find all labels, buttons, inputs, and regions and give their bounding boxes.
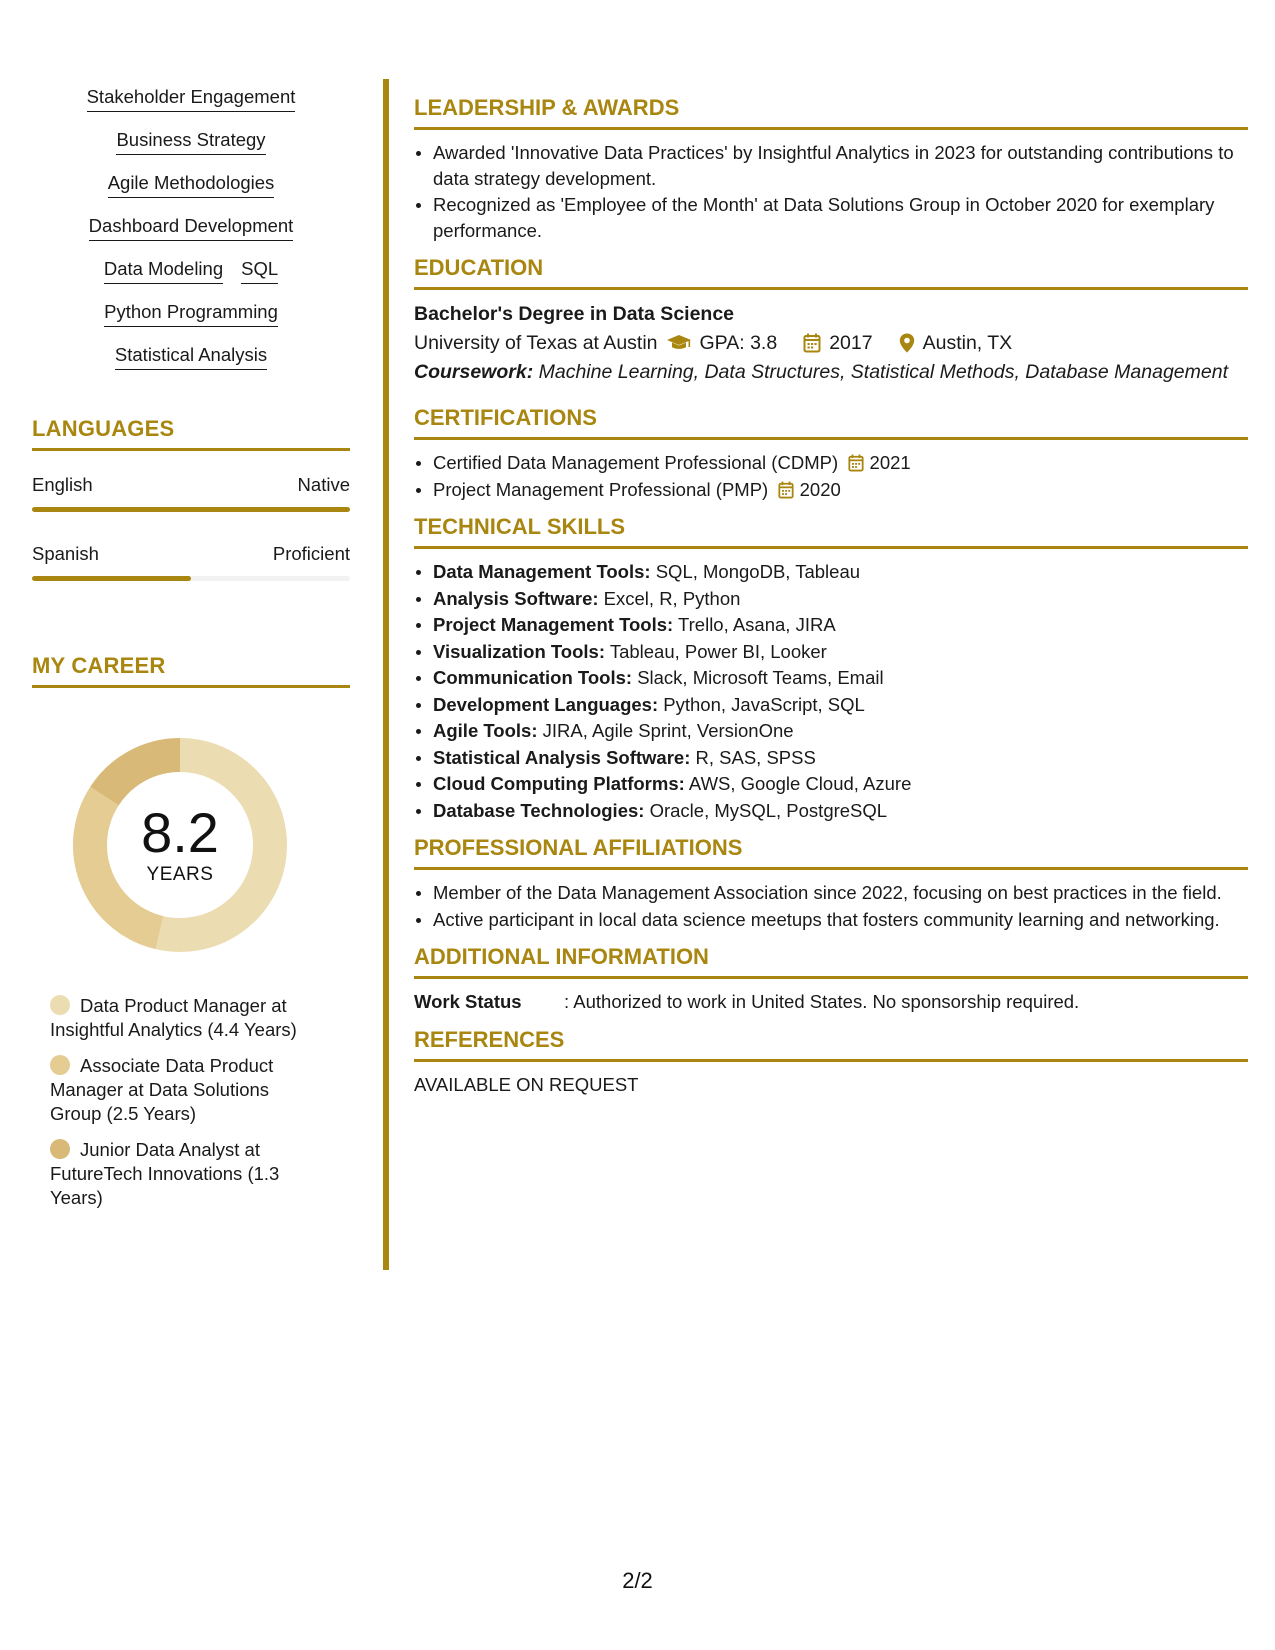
skill-tag: Python Programming — [104, 301, 278, 327]
language-bar-fill — [32, 576, 191, 581]
additional-info-title: ADDITIONAL INFORMATION — [414, 944, 1248, 979]
tech-skill-item — [433, 745, 1248, 771]
tech-skill-key: Statistical Analysis Software: — [433, 746, 691, 768]
work-status-key: Work Status — [414, 991, 522, 1012]
legend-item — [50, 1138, 320, 1210]
career-donut — [65, 730, 295, 960]
tech-skill-item — [433, 586, 1248, 612]
location: Austin, TX — [922, 332, 1013, 354]
certifications-title: CERTIFICATIONS — [414, 405, 1248, 440]
calendar-icon — [803, 333, 821, 353]
affiliations-section — [414, 835, 1248, 932]
tech-skill-value: Excel, R, Python — [603, 587, 741, 609]
legend-item — [50, 994, 320, 1042]
left-column — [32, 86, 350, 1222]
leadership-section — [414, 95, 1248, 243]
school-name: University of Texas at Austin — [414, 332, 658, 354]
legend-label: Associate Data Product Manager at Data Solutions Group (2.5 Years) — [50, 1055, 274, 1124]
tech-skill-key: Analysis Software: — [433, 587, 599, 609]
location-pin-icon — [899, 333, 915, 353]
legend-dot — [50, 1139, 70, 1159]
tech-skill-item — [433, 771, 1248, 797]
skills-list — [32, 86, 350, 370]
education-details — [414, 328, 1248, 358]
skill-tag: Agile Methodologies — [108, 172, 275, 198]
language-bar — [32, 576, 350, 581]
leadership-title: LEADERSHIP & AWARDS — [414, 95, 1248, 130]
coursework-label: Coursework: — [414, 361, 534, 383]
degree: Bachelor's Degree in Data Science — [414, 303, 735, 325]
work-status-row — [414, 989, 1248, 1015]
career-total: 8.2 — [141, 801, 219, 864]
cert-name: Certified Data Management Professional (CDMP) — [433, 452, 839, 473]
certifications-section — [414, 405, 1248, 502]
tech-skill-key: Data Management Tools: — [433, 561, 651, 582]
career-unit: YEARS — [146, 864, 214, 885]
tech-skill-value: JIRA, Agile Sprint, VersionOne — [542, 720, 794, 741]
tech-skill-key: Cloud Computing Platforms: — [433, 773, 685, 794]
skill-tag: Dashboard Development — [89, 215, 294, 241]
education-title: EDUCATION — [414, 255, 1248, 290]
tech-skill-item — [433, 798, 1248, 824]
references-text: AVAILABLE ON REQUEST — [414, 1074, 639, 1095]
tech-skill-item — [433, 639, 1248, 665]
language-item — [32, 542, 350, 581]
list-item: Awarded 'Innovative Data Practices' by Insightful Analytics in 2023 for outstanding contributions to data strategy development. — [433, 140, 1248, 191]
legend-dot — [50, 1055, 70, 1075]
technical-skills-section — [414, 514, 1248, 823]
skill-tag: Business Strategy — [116, 129, 265, 155]
tech-skill-key: Database Technologies: — [433, 799, 645, 821]
technical-skills-title: TECHNICAL SKILLS — [414, 514, 1248, 549]
language-name: Spanish — [32, 543, 99, 564]
tech-skill-item — [433, 665, 1248, 691]
list-item — [433, 477, 1248, 503]
graduation-cap-icon — [666, 334, 692, 352]
tech-skill-item — [433, 559, 1248, 585]
list-item: Member of the Data Management Association since 2022, focusing on best practices in the field. — [433, 880, 1248, 906]
tech-skill-key: Visualization Tools: — [433, 640, 606, 662]
languages-section — [32, 416, 350, 581]
tech-skill-value: AWS, Google Cloud, Azure — [688, 773, 912, 794]
career-section — [32, 653, 350, 1210]
calendar-icon — [778, 481, 794, 499]
language-level: Proficient — [272, 543, 350, 564]
legend-item — [50, 1054, 320, 1126]
skill-tag: Data Modeling — [104, 258, 223, 284]
language-item — [32, 473, 350, 512]
references-section — [414, 1027, 1248, 1098]
tech-skill-value: Tableau, Power BI, Looker — [609, 640, 827, 662]
tech-skill-key: Project Management Tools: — [433, 614, 674, 635]
education-section — [414, 255, 1248, 385]
tech-skill-item — [433, 692, 1248, 718]
cert-name: Project Management Professional (PMP) — [433, 478, 769, 500]
career-title: MY CAREER — [32, 653, 350, 688]
tech-skill-value: Trello, Asana, JIRA — [678, 614, 836, 635]
tech-skill-value: Python, JavaScript, SQL — [663, 693, 865, 715]
career-legend — [50, 994, 320, 1210]
tech-skill-key: Agile Tools: — [433, 720, 538, 741]
skill-tag: Stakeholder Engagement — [87, 86, 296, 112]
list-item: Active participant in local data science meetups that fosters community learning and networking. — [433, 907, 1248, 933]
tech-skill-key: Communication Tools: — [433, 667, 633, 688]
tech-skill-item — [433, 718, 1248, 744]
cert-year: 2020 — [799, 478, 841, 500]
references-title: REFERENCES — [414, 1027, 1248, 1062]
page-number: 2/2 — [622, 1568, 653, 1593]
affiliations-title: PROFESSIONAL AFFILIATIONS — [414, 835, 1248, 870]
skill-tag: SQL — [241, 258, 278, 284]
tech-skill-key: Development Languages: — [433, 693, 659, 715]
languages-title: LANGUAGES — [32, 416, 350, 451]
tech-skill-value: R, SAS, SPSS — [695, 746, 816, 768]
coursework — [414, 360, 1248, 385]
list-item — [433, 450, 1248, 476]
gpa: GPA: 3.8 — [699, 332, 778, 354]
graduation-year: 2017 — [829, 332, 873, 354]
legend-label: Junior Data Analyst at FutureTech Innovations (1.3 Years) — [50, 1139, 280, 1208]
cert-year: 2021 — [869, 452, 911, 473]
legend-dot — [50, 995, 70, 1015]
language-bar — [32, 507, 350, 512]
right-column — [414, 95, 1248, 1110]
legend-label: Data Product Manager at Insightful Analytics (4.4 Years) — [50, 995, 297, 1040]
tech-skill-value: Slack, Microsoft Teams, Email — [637, 667, 884, 688]
list-item: Recognized as 'Employee of the Month' at Data Solutions Group in October 2020 for exemplary performance. — [433, 192, 1248, 243]
column-divider — [383, 79, 389, 1270]
work-status-value: : Authorized to work in United States. No sponsorship required. — [564, 991, 1080, 1012]
donut-center — [65, 730, 295, 960]
skill-tag: Statistical Analysis — [115, 344, 267, 370]
tech-skill-value: SQL, MongoDB, Tableau — [655, 561, 861, 582]
tech-skill-value: Oracle, MySQL, PostgreSQL — [649, 799, 888, 821]
language-name: English — [32, 474, 93, 495]
technical-skills-list — [414, 559, 1248, 823]
calendar-icon — [848, 454, 864, 472]
additional-info-section — [414, 944, 1248, 1015]
language-bar-fill — [32, 507, 350, 512]
tech-skill-item — [433, 612, 1248, 638]
language-level: Native — [297, 474, 350, 495]
coursework-list: Machine Learning, Data Structures, Statistical Methods, Database Management — [538, 361, 1228, 383]
